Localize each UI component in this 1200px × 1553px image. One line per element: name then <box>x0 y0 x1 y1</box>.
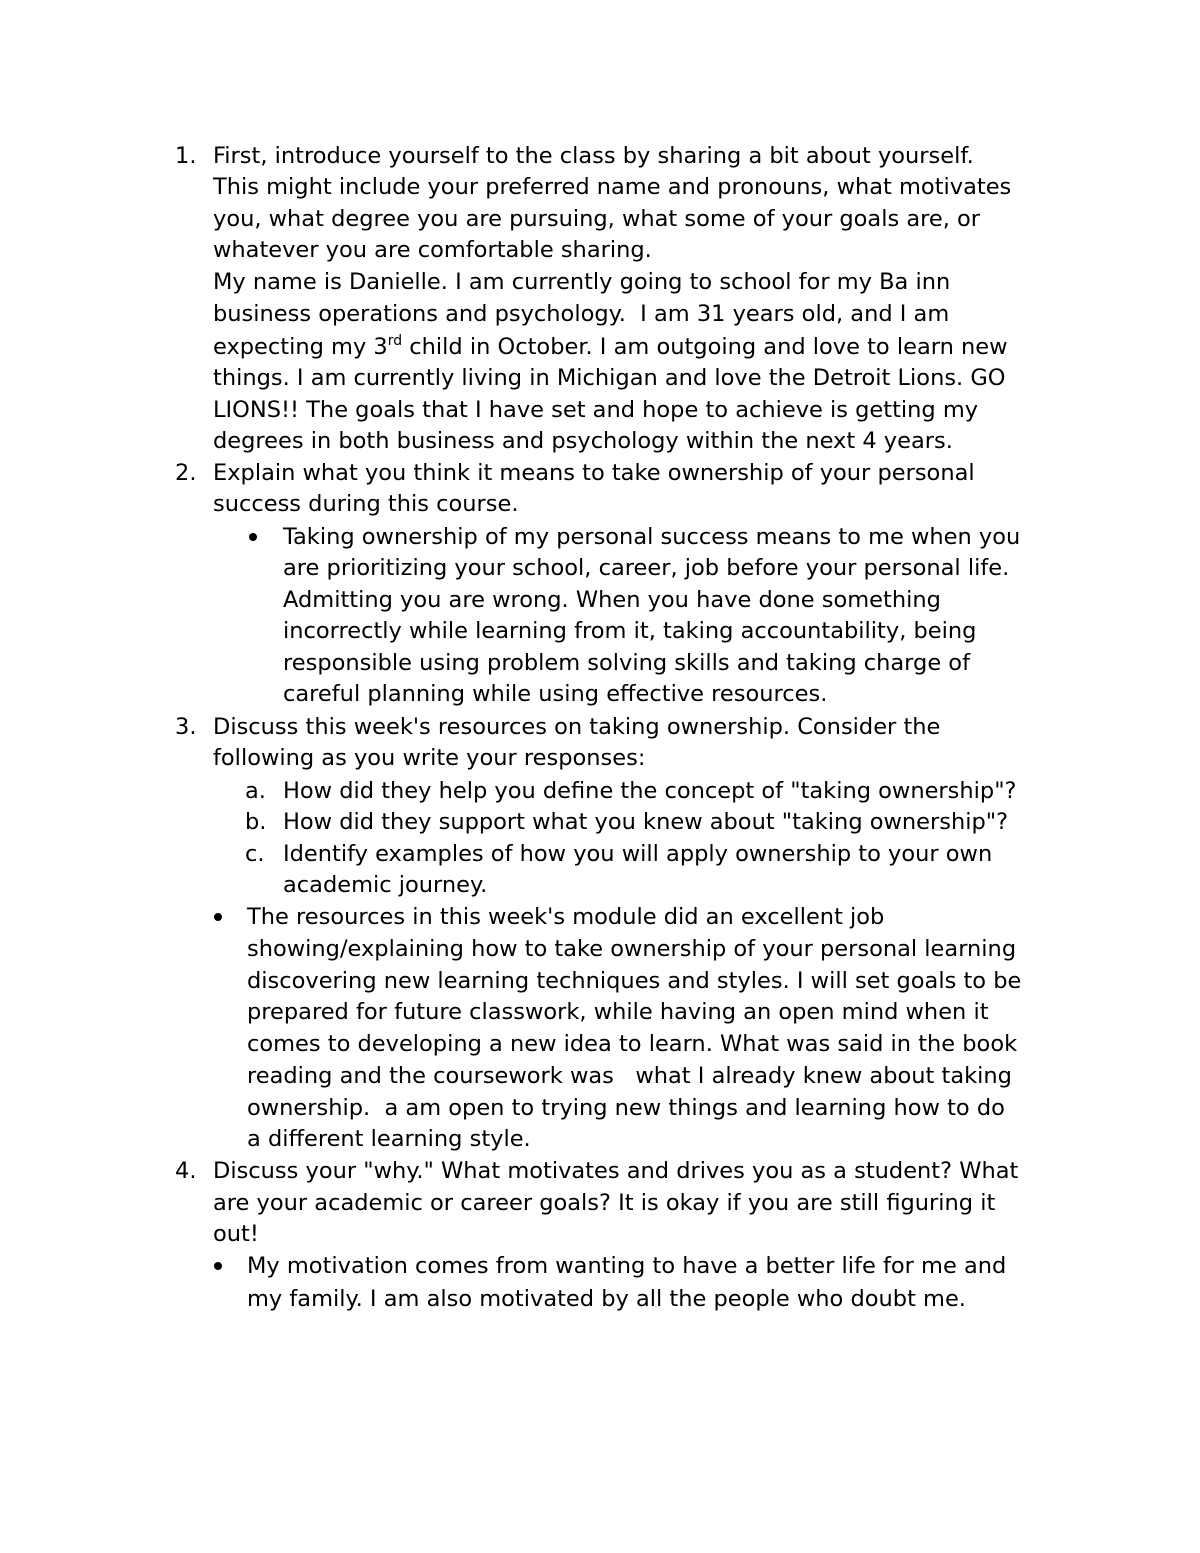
bullet-icon <box>214 1262 222 1270</box>
answer-line: showing/explaining how to take ownership of your personal learning <box>247 936 1017 962</box>
answer-line: things. I am currently living in Michigan and love the Detroit Lions. GO <box>213 365 1006 391</box>
bullet-icon <box>249 533 257 541</box>
answer-line: ownership. a am open to trying new things and learning how to do <box>247 1095 1005 1121</box>
answer-text: child in October. I am outgoing and love to learn new <box>402 334 1008 360</box>
prompt-line: are your academic or career goals? It is okay if you are still figuring it <box>213 1190 996 1216</box>
answer-line: incorrectly while learning from it, taking accountability, being <box>283 618 977 644</box>
answer-line: business operations and psychology. I am 31 years old, and I am <box>213 301 950 327</box>
subitem-line: How did they help you define the concept of "taking ownership"? <box>283 778 1017 804</box>
subitem-line: Identify examples of how you will apply ownership to your own <box>283 841 993 867</box>
answer-line: prepared for future classwork, while having an open mind when it <box>247 999 989 1025</box>
prompt-line: you, what degree you are pursuing, what some of your goals are, or <box>213 206 981 232</box>
prompt-line: following as you write your responses: <box>213 745 646 771</box>
subitem-letter: c. <box>245 841 265 867</box>
subitem-line: academic journey. <box>283 872 488 898</box>
answer-line: LIONS!! The goals that I have set and hope to achieve is getting my <box>213 397 979 423</box>
answer-line: my family. I am also motivated by all the people who doubt me. <box>247 1286 966 1312</box>
answer-line: The resources in this week's module did an excellent job <box>247 904 885 930</box>
answer-line: degrees in both business and psychology within the next 4 years. <box>213 428 953 454</box>
bullet-icon <box>214 913 222 921</box>
item-number: 4. <box>175 1158 197 1184</box>
item-number: 3. <box>175 714 197 740</box>
prompt-line: out! <box>213 1221 259 1247</box>
prompt-line: whatever you are comfortable sharing. <box>213 237 652 263</box>
prompt-line: This might include your preferred name and pronouns, what motivates <box>213 174 1012 200</box>
answer-text: expecting my 3 <box>213 334 388 360</box>
prompt-line: First, introduce yourself to the class by sharing a bit about yourself. <box>213 143 974 169</box>
superscript-ordinal: rd <box>387 333 403 349</box>
item-number: 2. <box>175 460 197 486</box>
prompt-line: Discuss this week's resources on taking ownership. Consider the <box>213 714 941 740</box>
item-number: 1. <box>175 143 197 169</box>
answer-line: Taking ownership of my personal success means to me when you <box>283 524 1021 550</box>
answer-line-superscript <box>213 333 1008 361</box>
subitem-letter: a. <box>245 778 266 804</box>
prompt-line: Discuss your "why." What motivates and drives you as a student? What <box>213 1158 1019 1184</box>
answer-line: discovering new learning techniques and styles. I will set goals to be <box>247 968 1022 994</box>
answer-line: a different learning style. <box>247 1126 531 1152</box>
answer-line: comes to developing a new idea to learn. What was said in the book <box>247 1031 1018 1057</box>
subitem-letter: b. <box>245 809 267 835</box>
prompt-line: Explain what you think it means to take ownership of your personal <box>213 460 975 486</box>
answer-line: My name is Danielle. I am currently going to school for my Ba inn <box>213 269 951 295</box>
prompt-line: success during this course. <box>213 491 519 517</box>
answer-line: responsible using problem solving skills and taking charge of <box>283 650 970 676</box>
answer-line: careful planning while using effective resources. <box>283 681 828 707</box>
answer-line: reading and the coursework was what I already knew about taking <box>247 1063 1012 1089</box>
answer-line: are prioritizing your school, career, job before your personal life. <box>283 555 1010 581</box>
answer-line: Admitting you are wrong. When you have done something <box>283 587 941 613</box>
answer-line: My motivation comes from wanting to have a better life for me and <box>247 1253 1007 1279</box>
subitem-line: How did they support what you knew about "taking ownership"? <box>283 809 1009 835</box>
